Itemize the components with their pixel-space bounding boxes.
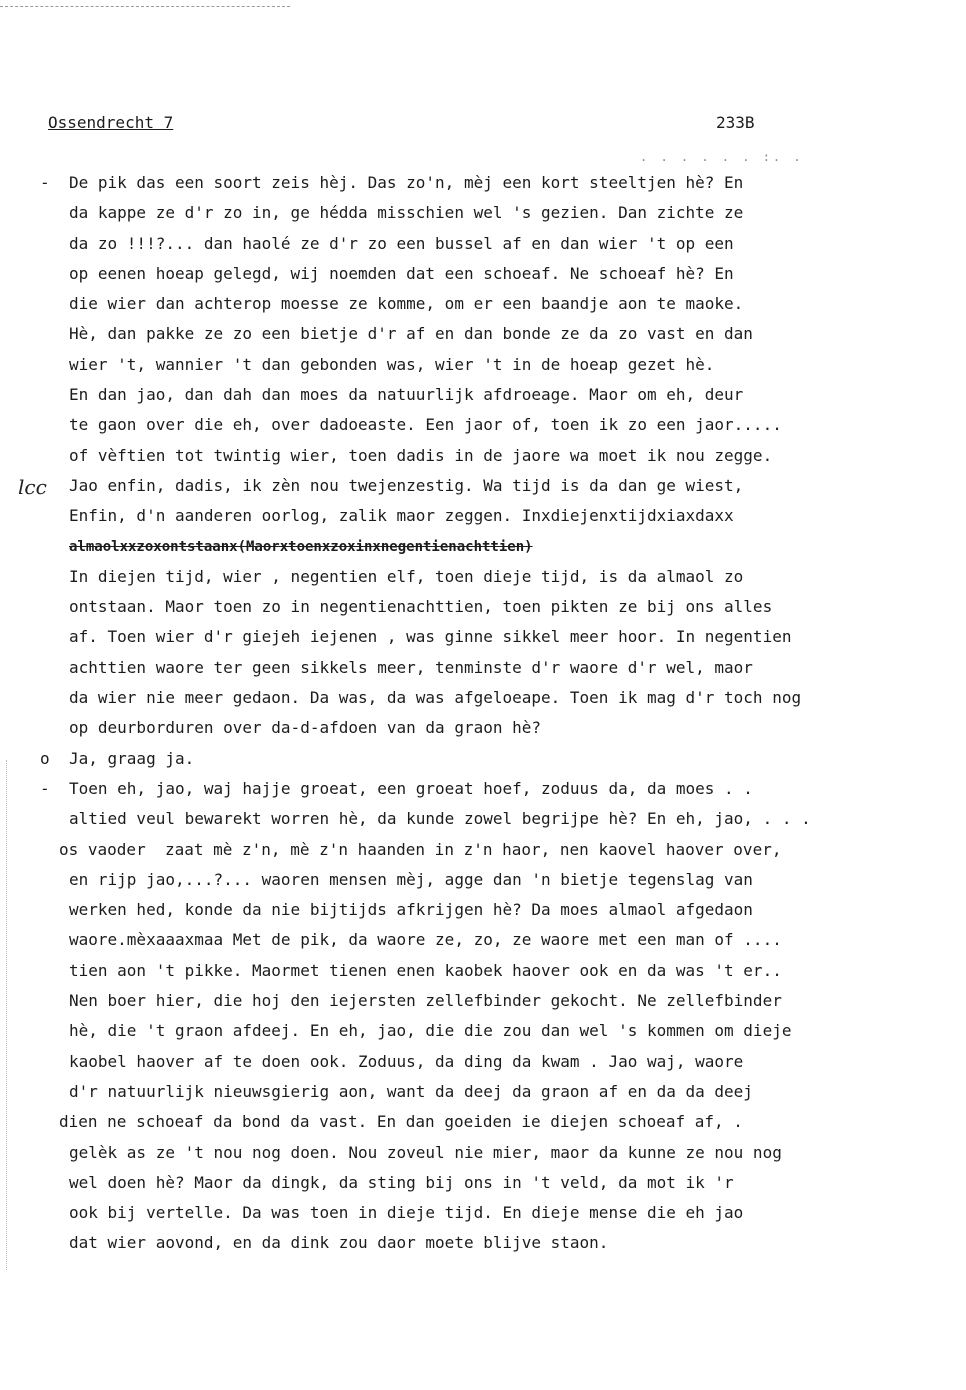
- transcript-line: [40, 259, 940, 289]
- line-text: In diejen tijd, wier , negentien elf, toen dieje tijd, is da almaol zo: [69, 566, 744, 586]
- transcript-line: [40, 1107, 940, 1137]
- line-text: tien aon 't pikke. Maormet tienen enen kaobek haover ook en da was 't er..: [69, 960, 782, 980]
- transcript-line: [40, 804, 940, 834]
- line-text: dien ne schoeaf da bond da vast. En dan goeiden ie diejen schoeaf af, .: [59, 1112, 743, 1132]
- transcript-line: [40, 1138, 940, 1168]
- line-text: wier 't, wannier 't dan gebonden was, wier 't in de hoeap gezet hè.: [69, 354, 715, 374]
- line-text: Jao enfin, dadis, ik zèn nou twejenzestig. Wa tijd is da dan ge wiest,: [69, 475, 744, 495]
- transcript-line: [40, 350, 940, 380]
- line-text: en rijp jao,...?... waoren mensen mèj, agge dan 'n bietje tegenslag van: [69, 869, 753, 889]
- transcript-line: [40, 622, 940, 652]
- line-text: kaobel haover af te doen ook. Zoduus, da ding da kwam . Jao waj, waore: [69, 1051, 744, 1071]
- line-text: ontstaan. Maor toen zo in negentienachttien, toen pikten ze bij ons alles: [69, 597, 773, 617]
- transcript-line: [40, 653, 940, 683]
- transcript-line: [40, 925, 940, 955]
- line-text: altied veul bewarekt worren hè, da kunde zowel begrijpe hè? En eh, jao, . . .: [69, 809, 811, 829]
- line-text: Toen eh, jao, waj hajje groeat, een groeat hoef, zoduus da, da moes . .: [69, 778, 753, 798]
- transcript-line: [40, 380, 940, 410]
- transcript-line: [40, 229, 940, 259]
- transcript-line: [40, 865, 940, 895]
- line-text: Hè, dan pakke ze zo een bietje d'r af en dan bonde ze da zo vast en dan: [69, 324, 753, 344]
- line-text: die wier dan achterop moesse ze komme, om er een baandje aon te maoke.: [69, 294, 744, 314]
- transcript-line: [40, 562, 940, 592]
- transcript-line: [40, 986, 940, 1016]
- page-number: 233B: [716, 113, 755, 132]
- transcript-line: [40, 1168, 940, 1198]
- transcript-line: [40, 471, 940, 501]
- transcript-line: [40, 1228, 940, 1258]
- transcript-line: [40, 410, 940, 440]
- header-dots: . . . . . . :. .: [640, 150, 804, 164]
- line-text: Enfin, d'n aanderen oorlog, zalik maor zeggen. Inxdiejenxtijdxiaxdaxx: [69, 506, 734, 526]
- line-text: af. Toen wier d'r giejeh iejenen , was ginne sikkel meer hoor. In negentien: [69, 627, 792, 647]
- transcript-body: [40, 168, 940, 1259]
- page-title: Ossendrecht 7: [48, 113, 174, 132]
- transcript-line: [40, 895, 940, 925]
- speaker-marker: -: [40, 778, 50, 798]
- transcript-line: [40, 198, 940, 228]
- line-text: almaolxxzoxontstaanx(Maorxtoenxzoxinxnegentienachttien): [69, 538, 533, 555]
- transcript-line: [40, 168, 940, 198]
- speaker-marker: o: [40, 748, 50, 768]
- line-text: d'r natuurlijk nieuwsgierig aon, want da deej da graon af en da da deej: [69, 1081, 753, 1101]
- transcript-line: [40, 592, 940, 622]
- line-text: da zo !!!?... dan haolé ze d'r zo een bussel af en dan wier 't op een: [69, 233, 734, 253]
- line-text: dat wier aovond, en da dink zou daor moete blijve staon.: [69, 1233, 609, 1253]
- line-text: of vèftien tot twintig wier, toen dadis in de jaore wa moet ik nou zegge.: [69, 445, 773, 465]
- line-text: da kappe ze d'r zo in, ge hédda misschien wel 's gezien. Dan zichte ze: [69, 203, 744, 223]
- speaker-marker: -: [40, 173, 50, 192]
- transcript-line: [40, 532, 940, 562]
- transcript-line: [40, 683, 940, 713]
- line-text: Ja, graag ja.: [69, 748, 195, 768]
- transcript-line: [40, 319, 940, 349]
- line-text: Nen boer hier, die hoj den iejersten zellefbinder gekocht. Ne zellefbinder: [69, 991, 782, 1011]
- top-dashed-rule: [0, 6, 290, 7]
- line-text: te gaon over die eh, over dadoeaste. Een jaor of, toen ik zo een jaor.....: [69, 415, 782, 435]
- transcript-line: [40, 956, 940, 986]
- line-text: wel doen hè? Maor da dingk, da sting bij ons in 't veld, da mot ik 'r: [69, 1172, 734, 1192]
- line-text: ook bij vertelle. Da was toen in dieje tijd. En dieje mense die eh jao: [69, 1203, 744, 1223]
- line-text: os vaoder zaat mè z'n, mè z'n haanden in z'n haor, nen kaovel haover over,: [59, 839, 782, 859]
- line-text: werken hed, konde da nie bijtijds afkrijgen hè? Da moes almaol afgedaon: [69, 900, 753, 920]
- line-text: gelèk as ze 't nou nog doen. Nou zoveul nie mier, maor da kunne ze nou nog: [69, 1142, 782, 1162]
- transcript-line: [40, 1016, 940, 1046]
- transcript-line: [40, 289, 940, 319]
- line-text: En dan jao, dan dah dan moes da natuurlijk afdroeage. Maor om eh, deur: [69, 385, 744, 405]
- transcript-line: [40, 1198, 940, 1228]
- transcript-line: [40, 744, 940, 774]
- transcript-line: [40, 774, 940, 804]
- transcript-line: [40, 501, 940, 531]
- line-text: da wier nie meer gedaon. Da was, da was afgeloeape. Toen ik mag d'r toch nog: [69, 688, 802, 708]
- transcript-line: [40, 713, 940, 743]
- line-text: achttien waore ter geen sikkels meer, tenminste d'r waore d'r wel, maor: [69, 657, 753, 677]
- line-text: hè, die 't graon afdeej. En eh, jao, die die zou dan wel 's kommen om dieje: [69, 1021, 792, 1041]
- transcript-line: [40, 835, 940, 865]
- line-text: waore.mèxaaaxmaa Met de pik, da waore ze, zo, ze waore met een man of ....: [69, 930, 782, 950]
- handwritten-margin-note: lcc: [18, 475, 47, 499]
- line-text: op deurborduren over da-d-afdoen van da graon hè?: [69, 718, 542, 738]
- transcript-line: [40, 1047, 940, 1077]
- line-text: De pik das een soort zeis hèj. Das zo'n, mèj een kort steeltjen hè? En: [69, 173, 744, 192]
- line-text: op eenen hoeap gelegd, wij noemden dat een schoeaf. Ne schoeaf hè? En: [69, 263, 734, 283]
- transcript-line: [40, 441, 940, 471]
- transcript-line: [40, 1077, 940, 1107]
- left-margin-marks: [6, 760, 7, 1270]
